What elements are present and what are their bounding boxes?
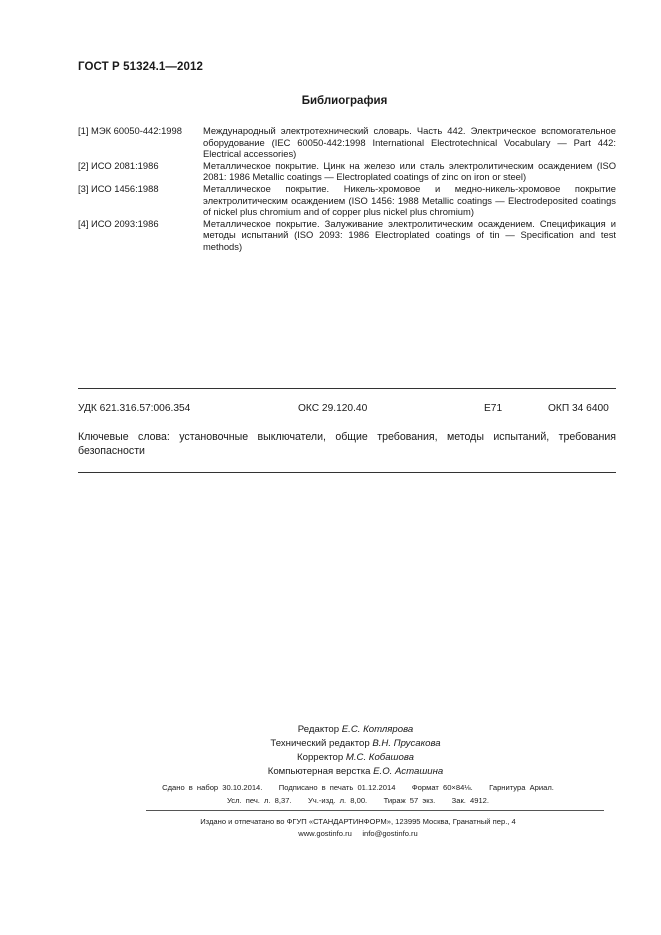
bibliography-entry: [78, 183, 616, 218]
divider-bottom: [78, 472, 616, 473]
bibliography-list: [78, 125, 616, 253]
bibliography-entry: [78, 125, 616, 160]
publication-info: [0, 781, 661, 807]
printer-line: Издано и отпечатано во ФГУП «СТАНДАРТИНФОРМ», 123995 Москва, Гранатный пер., 4: [200, 817, 516, 826]
bibliography-text: Международный электротехнический словарь. Часть 442. Электрическое вспомогательное оборудование (IEC 60050-442:1998 International Electrotechnical Vocabulary — Part 442: Electrical accessories): [203, 125, 616, 160]
publication-line: Усл. печ. л. 8,37. Уч.-изд. л. 8,00. Тираж 57 экз. Зак. 4912.: [226, 796, 489, 805]
staff-row: [0, 751, 661, 765]
staff-row: [0, 723, 661, 737]
bibliography-text: Металлическое покрытие. Цинк на железо или сталь электролитическим осаждением (ISO 2081: 1986 Metallic coatings — Electroplated coatings of zinc on iron or steel): [203, 159, 616, 183]
staff-name: Е.О. Асташина: [373, 766, 444, 777]
printer-line: www.gostinfo.ru info@gostinfo.ru: [298, 829, 418, 838]
udk-code: УДК 621.316.57:006.354: [78, 403, 191, 414]
bibliography-ref: [4] ИСО 2093:1986: [78, 217, 159, 229]
document-code: ГОСТ Р 51324.1—2012: [78, 61, 203, 73]
printer-info: [0, 816, 661, 840]
staff-role: Компьютерная верстка: [267, 766, 371, 777]
oks-code: ОКС 29.120.40: [298, 403, 368, 414]
okp-code: ОКП 34 6400: [548, 403, 609, 414]
bibliography-ref: [2] ИСО 2081:1986: [78, 159, 159, 171]
publication-line: Сдано в набор 30.10.2014. Подписано в печать 01.12.2014 Формат 60×84⅛. Гарнитура Ариал.: [162, 783, 554, 792]
staff-name: Е.С. Котлярова: [341, 724, 414, 735]
e-code: E71: [484, 403, 503, 414]
staff-row: [0, 737, 661, 751]
staff-role: Технический редактор: [270, 738, 370, 749]
staff-row: [0, 765, 661, 779]
bibliography-ref: [1] МЭК 60050-442:1998: [78, 125, 182, 136]
bibliography-entry: [78, 218, 616, 253]
staff-name: М.С. Кобашова: [345, 752, 414, 763]
bibliography-text: Металлическое покрытие. Никель-хромовое и медно-никель-хромовое покрытие электролитическим осаждением (ISO 1456: 1988 Metallic coatings — Electrodeposited coatings of nickel plus chromium and of copper plus nickel plus chromium): [203, 182, 616, 218]
bibliography-entry: [78, 160, 616, 183]
bibliography-text: Металлическое покрытие. Залуживание электролитическим осаждением. Спецификация и методы испытаний (ISO 2093: 1986 Electroplated coatings of tin — Specification and test methods): [203, 217, 616, 252]
staff-role: Редактор: [297, 724, 340, 735]
bibliography-ref: [3] ИСО 1456:1988: [78, 182, 159, 194]
divider-top: [78, 388, 616, 389]
divider-imprint: [146, 810, 604, 811]
staff-name: В.Н. Прусакова: [372, 738, 441, 749]
editorial-staff: [0, 723, 661, 779]
keywords: Ключевые слова: установочные выключатели, общие требования, методы испытаний, требования безопасности: [78, 431, 616, 457]
staff-role: Корректор: [297, 752, 344, 763]
bibliography-title: Библиография: [301, 95, 388, 107]
